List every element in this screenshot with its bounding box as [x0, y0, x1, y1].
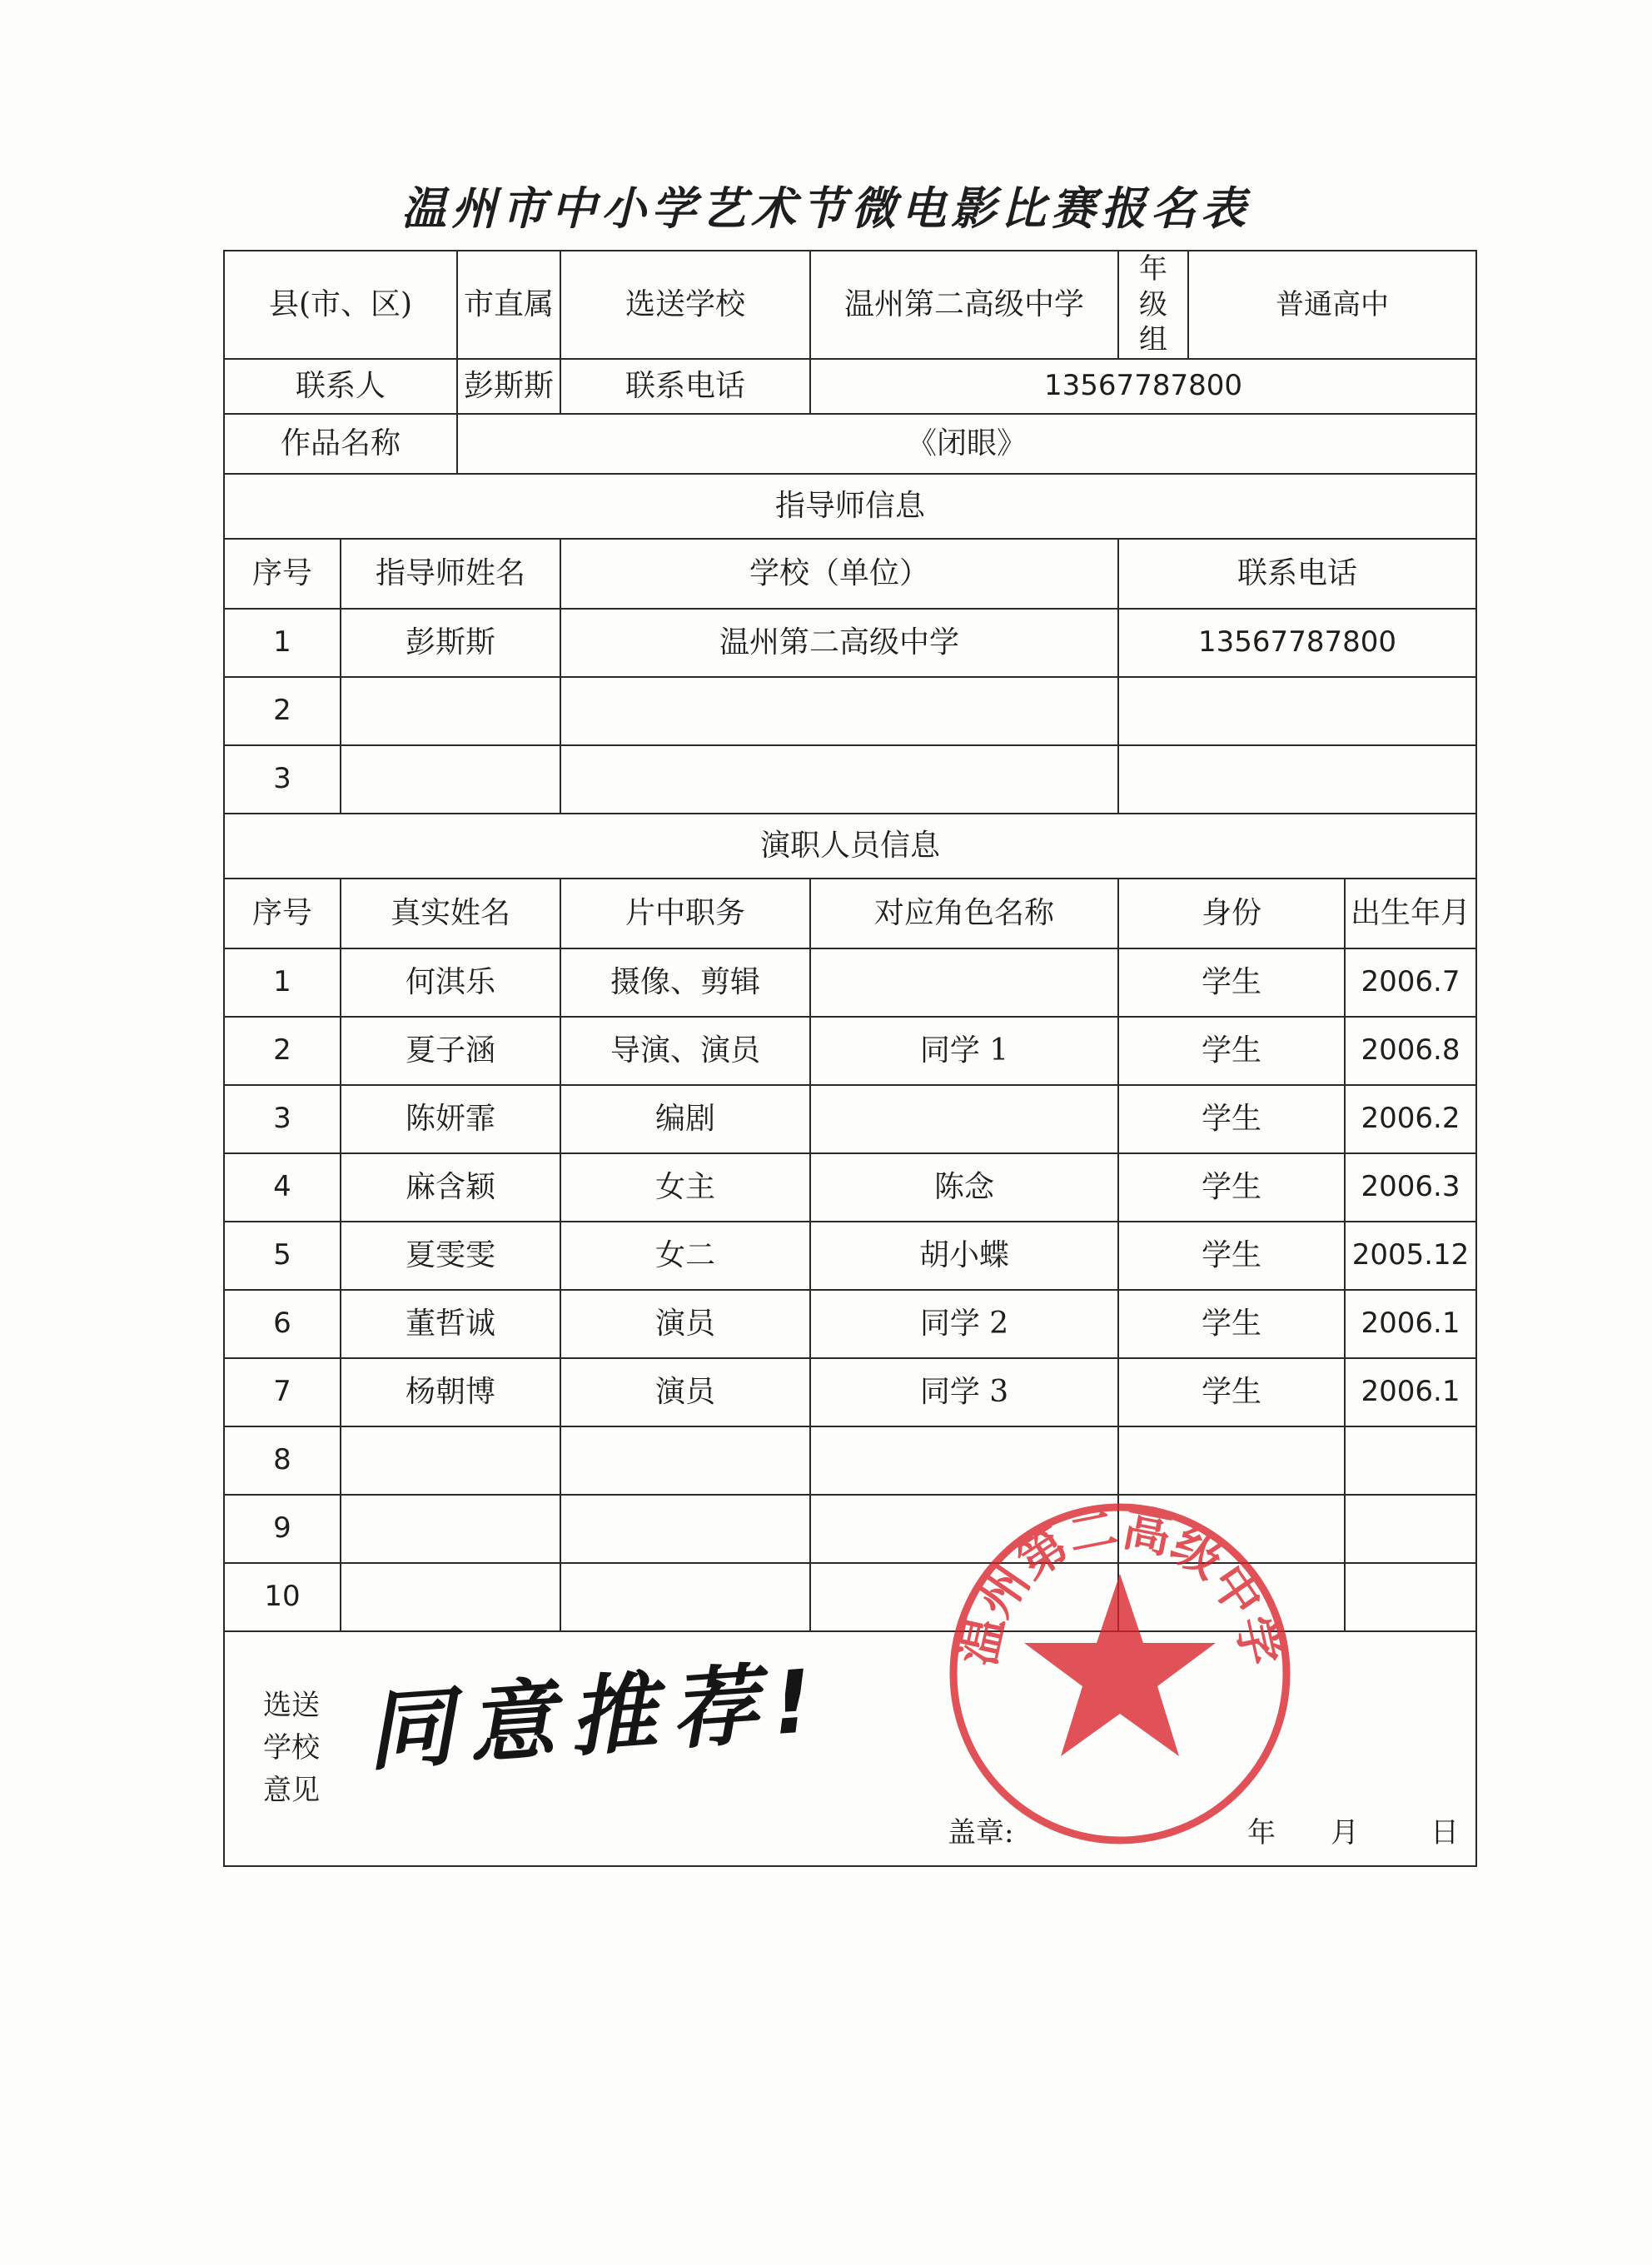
cast-character: 同学 2: [810, 1290, 1118, 1358]
advisor-header-school: 学校（单位）: [560, 539, 1118, 609]
opinion-label: [225, 1632, 358, 1865]
advisor-name: [341, 677, 560, 745]
cast-birth: 2006.8: [1345, 1017, 1476, 1085]
advisor-header-name: 指导师姓名: [341, 539, 560, 609]
basic-row-2: [224, 359, 1476, 414]
handwritten-opinion: 同意推荐!: [363, 1649, 831, 1783]
cast-birth: 2006.3: [1345, 1153, 1476, 1222]
cast-no: 8: [224, 1426, 341, 1495]
cast-birth: [1345, 1426, 1476, 1495]
seal-text: 温州第二高级中学: [948, 1499, 1291, 1670]
cast-name: 陈妍霏: [341, 1085, 560, 1153]
cast-birth: [1345, 1563, 1476, 1631]
cast-header-birth: 出生年月: [1345, 879, 1476, 948]
advisor-row: [224, 745, 1476, 814]
cast-birth: 2006.7: [1345, 948, 1476, 1017]
work-value: 《闭眼》: [457, 414, 1476, 474]
form-title: 温州市中小学艺术节微电影比赛报名表: [401, 182, 1251, 235]
cast-identity: 学生: [1118, 1085, 1345, 1153]
cast-no: 2: [224, 1017, 341, 1085]
cast-role: 摄像、剪辑: [560, 948, 810, 1017]
cast-row: [224, 1153, 1476, 1222]
advisor-no: 1: [224, 609, 341, 677]
opinion-label-line: 学校: [263, 1731, 320, 1765]
cast-identity: [1118, 1426, 1345, 1495]
cast-role: [560, 1426, 810, 1495]
grade-value: 普通高中: [1188, 251, 1476, 359]
cast-role: 编剧: [560, 1085, 810, 1153]
cast-name: [341, 1426, 560, 1495]
county-label: 县(市、区): [224, 251, 457, 359]
cast-header-role: 片中职务: [560, 879, 810, 948]
advisor-row: [224, 677, 1476, 745]
cast-birth: 2006.1: [1345, 1358, 1476, 1426]
advisor-school: [560, 677, 1118, 745]
phone-value: 13567787800: [810, 359, 1476, 414]
advisor-no: 2: [224, 677, 341, 745]
basic-row-1: [224, 251, 1476, 359]
cast-role: 演员: [560, 1358, 810, 1426]
cast-name: [341, 1563, 560, 1631]
cast-birth: 2006.1: [1345, 1290, 1476, 1358]
opinion-label-line: 意见: [263, 1774, 320, 1807]
contact-value: 彭斯斯: [457, 359, 560, 414]
advisor-header-no: 序号: [224, 539, 341, 609]
cast-row: [224, 1426, 1476, 1495]
cast-row: [224, 1358, 1476, 1426]
advisor-school: 温州第二高级中学: [560, 609, 1118, 677]
cast-character: [810, 948, 1118, 1017]
cast-name: 夏子涵: [341, 1017, 560, 1085]
phone-label: 联系电话: [560, 359, 810, 414]
cast-birth: 2006.2: [1345, 1085, 1476, 1153]
cast-role: [560, 1563, 810, 1631]
school-value: 温州第二高级中学: [810, 251, 1118, 359]
cast-identity: 学生: [1118, 948, 1345, 1017]
opinion-label-line: 选送: [263, 1689, 320, 1722]
cast-identity: 学生: [1118, 1153, 1345, 1222]
cast-identity: 学生: [1118, 1290, 1345, 1358]
cast-identity: 学生: [1118, 1017, 1345, 1085]
cast-name: [341, 1495, 560, 1563]
date-month-label: 月: [1331, 1815, 1359, 1849]
cast-no: 6: [224, 1290, 341, 1358]
advisor-phone: [1118, 677, 1476, 745]
cast-name: 夏雯雯: [341, 1222, 560, 1290]
advisor-header-row: [224, 539, 1476, 609]
cast-no: 5: [224, 1222, 341, 1290]
cast-character: 陈念: [810, 1153, 1118, 1222]
cast-role: 女二: [560, 1222, 810, 1290]
advisor-header-phone: 联系电话: [1118, 539, 1476, 609]
cast-header-row: [224, 879, 1476, 948]
date-day-label: 日: [1431, 1815, 1459, 1849]
cast-no: 1: [224, 948, 341, 1017]
work-label: 作品名称: [224, 414, 457, 474]
advisor-name: [341, 745, 560, 814]
cast-header-no: 序号: [224, 879, 341, 948]
cast-no: 7: [224, 1358, 341, 1426]
cast-role: 演员: [560, 1290, 810, 1358]
cast-row: [224, 948, 1476, 1017]
cast-character: 胡小蝶: [810, 1222, 1118, 1290]
cast-name: 麻含颖: [341, 1153, 560, 1222]
cast-header-character: 对应角色名称: [810, 879, 1118, 948]
cast-identity: 学生: [1118, 1358, 1345, 1426]
school-label: 选送学校: [560, 251, 810, 359]
cast-section-row: [224, 814, 1476, 879]
cast-no: 10: [224, 1563, 341, 1631]
cast-row: [224, 1222, 1476, 1290]
county-value: 市直属: [457, 251, 560, 359]
cast-row: [224, 1290, 1476, 1358]
cast-no: 9: [224, 1495, 341, 1563]
advisor-section-title: 指导师信息: [224, 474, 1476, 539]
contact-label: 联系人: [224, 359, 457, 414]
advisor-section-row: [224, 474, 1476, 539]
cast-no: 4: [224, 1153, 341, 1222]
cast-row: [224, 1085, 1476, 1153]
cast-character: [810, 1426, 1118, 1495]
advisor-phone: 13567787800: [1118, 609, 1476, 677]
basic-row-3: [224, 414, 1476, 474]
cast-name: 董哲诚: [341, 1290, 560, 1358]
cast-header-identity: 身份: [1118, 879, 1345, 948]
cast-character: 同学 3: [810, 1358, 1118, 1426]
date-year-label: 年: [1247, 1815, 1276, 1849]
school-seal-icon: [941, 1495, 1299, 1853]
cast-role: [560, 1495, 810, 1563]
cast-role: 女主: [560, 1153, 810, 1222]
cast-row: [224, 1017, 1476, 1085]
cast-no: 3: [224, 1085, 341, 1153]
cast-birth: 2005.12: [1345, 1222, 1476, 1290]
stamp-label: 盖章:: [948, 1815, 1014, 1849]
cast-name: 杨朝博: [341, 1358, 560, 1426]
cast-name: 何淇乐: [341, 948, 560, 1017]
advisor-phone: [1118, 745, 1476, 814]
cast-birth: [1345, 1495, 1476, 1563]
advisor-name: 彭斯斯: [341, 609, 560, 677]
cast-identity: 学生: [1118, 1222, 1345, 1290]
cast-character: 同学 1: [810, 1017, 1118, 1085]
advisor-no: 3: [224, 745, 341, 814]
cast-character: [810, 1085, 1118, 1153]
advisor-school: [560, 745, 1118, 814]
advisor-row: [224, 609, 1476, 677]
cast-header-name: 真实姓名: [341, 879, 560, 948]
cast-role: 导演、演员: [560, 1017, 810, 1085]
grade-label: 年级组: [1118, 251, 1188, 359]
cast-section-title: 演职人员信息: [224, 814, 1476, 879]
